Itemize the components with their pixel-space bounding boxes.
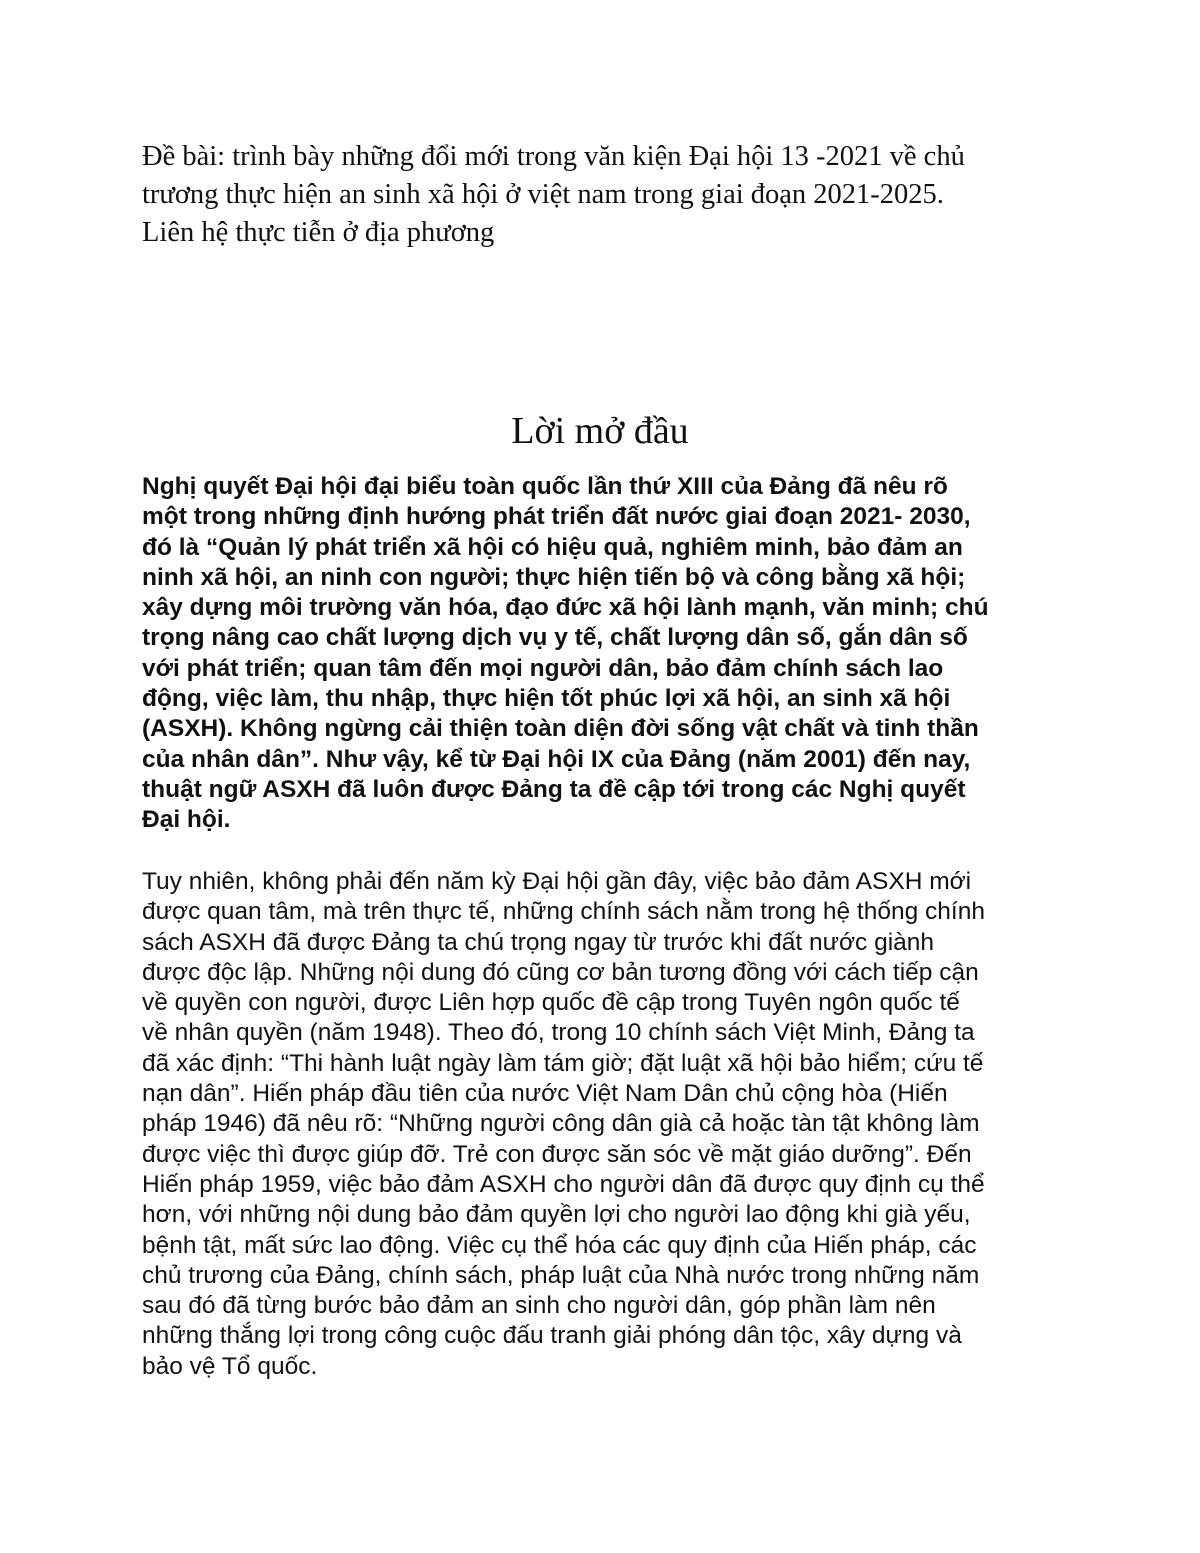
paragraph-line: bệnh tật, mất sức lao động. Việc cụ thể hóa các quy định của Hiến pháp, các <box>142 1231 977 1259</box>
paragraph-line: ninh xã hội, an ninh con người; thực hiện tiến bộ và công bằng xã hội; <box>142 563 966 591</box>
paragraph-line: được việc thì được giúp đỡ. Trẻ con được săn sóc về mặt giáo dưỡng”. Đến <box>142 1140 972 1168</box>
paragraph-line: Tuy nhiên, không phải đến năm kỳ Đại hội gần đây, việc bảo đảm ASXH mới <box>142 868 972 895</box>
assignment-statement <box>142 138 1102 252</box>
paragraph-line: bảo vệ Tổ quốc. <box>142 1352 318 1380</box>
paragraph-line: một trong những định hướng phát triển đất nước giai đoạn 2021- 2030, <box>142 503 971 531</box>
paragraph-line: đã xác định: “Thi hành luật ngày làm tám giờ; đặt luật xã hội bảo hiểm; cứu tế <box>142 1049 984 1077</box>
paragraph-line: động, việc làm, thu nhập, thực hiện tốt phúc lợi xã hội, an sinh xã hội <box>142 685 951 713</box>
paragraph-line: thuật ngữ ASXH đã luôn được Đảng ta đề cập tới trong các Nghị quyết <box>142 775 966 803</box>
paragraph-line: nạn dân”. Hiến pháp đầu tiên của nước Việt Nam Dân chủ cộng hòa (Hiến <box>142 1080 948 1108</box>
intro-paragraph-bold <box>142 472 1102 836</box>
paragraph-line: đó là “Quản lý phát triển xã hội có hiệu quả, nghiêm minh, bảo đảm an <box>142 533 963 561</box>
paragraph-line: pháp 1946) đã nêu rõ: “Những người công dân già cả hoặc tàn tật không làm <box>142 1110 980 1138</box>
paragraph-line: những thắng lợi trong công cuộc đấu tranh giải phóng dân tộc, xây dựng và <box>142 1322 962 1350</box>
paragraph-line: (ASXH). Không ngừng cải thiện toàn diện đời sống vật chất và tinh thần <box>142 715 979 743</box>
paragraph-line: về quyền con người, được Liên hợp quốc đề cập trong Tuyên ngôn quốc tế <box>142 989 960 1017</box>
paragraph-line: với phát triển; quan tâm đến mọi người dân, bảo đảm chính sách lao <box>142 654 944 682</box>
paragraph-line: chủ trương của Đảng, chính sách, pháp luật của Nhà nước trong những năm <box>142 1261 980 1289</box>
paragraph-line: Hiến pháp 1959, việc bảo đảm ASXH cho người dân đã được quy định cụ thể <box>142 1170 985 1198</box>
paragraph-line: xây dựng môi trường văn hóa, đạo đức xã hội lành mạnh, văn minh; chú <box>142 594 989 622</box>
paragraph-line: sách ASXH đã được Đảng ta chú trọng ngay từ trước khi đất nước giành <box>142 928 935 956</box>
assignment-line: Liên hệ thực tiễn ở địa phương <box>142 217 495 248</box>
paragraph-line: trọng nâng cao chất lượng dịch vụ y tế, chất lượng dân số, gắn dân số <box>142 624 968 652</box>
paragraph-line: Nghị quyết Đại hội đại biểu toàn quốc lần thứ XIII của Đảng đã nêu rõ <box>142 473 948 500</box>
assignment-line: trương thực hiện an sinh xã hội ở việt nam trong giai đoạn 2021-2025. <box>142 179 944 210</box>
paragraph-line: được quan tâm, mà trên thực tế, những chính sách nằm trong hệ thống chính <box>142 898 985 926</box>
paragraph-line: của nhân dân”. Như vậy, kể từ Đại hội IX của Đảng (năm 2001) đến nay, <box>142 745 971 773</box>
assignment-line: Đề bài: trình bày những đổi mới trong văn kiện Đại hội 13 -2021 về chủ <box>142 141 965 172</box>
paragraph-line: được độc lập. Những nội dung đó cũng cơ bản tương đồng với cách tiếp cận <box>142 958 979 986</box>
paragraph-line: hơn, với những nội dung bảo đảm quyền lợi cho người lao động khi già yếu, <box>142 1201 971 1229</box>
paragraph-line: Đại hội. <box>142 806 231 834</box>
history-paragraph <box>142 867 1102 1382</box>
paragraph-line: sau đó đã từng bước bảo đảm an sinh cho người dân, góp phần làm nên <box>142 1292 936 1320</box>
section-heading: Lời mở đầu <box>511 410 689 452</box>
paragraph-line: về nhân quyền (năm 1948). Theo đó, trong 10 chính sách Việt Minh, Đảng ta <box>142 1019 975 1047</box>
